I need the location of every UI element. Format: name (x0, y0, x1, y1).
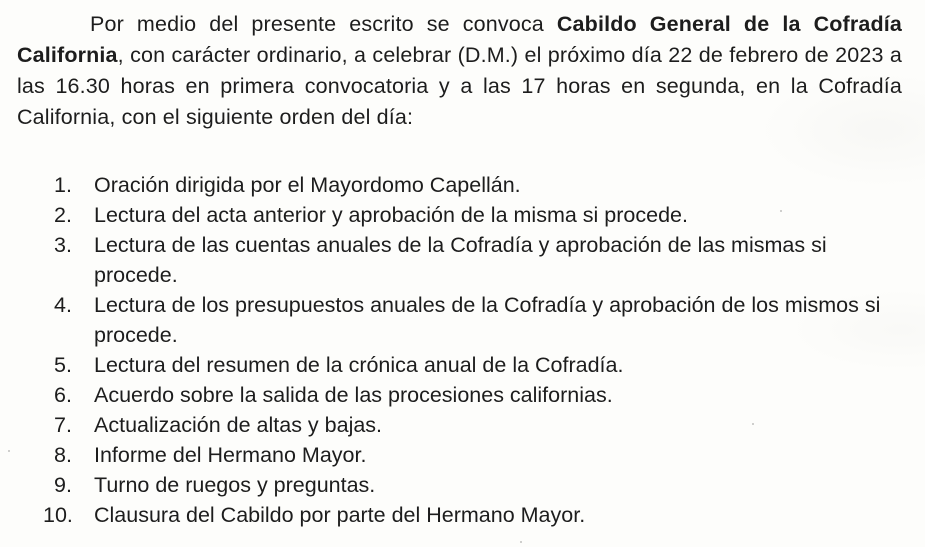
agenda-item-number: 10. (43, 503, 73, 527)
convocation-paragraph (17, 9, 902, 133)
agenda-item-number: 3. (54, 233, 72, 257)
agenda-item-number: 4. (54, 293, 72, 317)
scan-speck (780, 210, 782, 212)
agenda-item-text: Lectura de las cuentas anuales de la Cofradía y aprobación de las mismas si procede. (94, 233, 827, 287)
agenda-item (17, 350, 902, 380)
scan-speck (8, 450, 10, 452)
agenda-item-number: 8. (54, 443, 72, 467)
agenda-item-text: Clausura del Cabildo por parte del Hermano Mayor. (94, 503, 586, 527)
agenda-item-text: Lectura del resumen de la crónica anual de la Cofradía. (94, 353, 624, 377)
intro-rest: , con carácter ordinario, a celebrar (D.M.) el próximo día 22 de febrero de 2023 a las 16.30 horas en primera convocatoria y a las 17 horas en segunda, en la Cofradía California, con el siguiente orden del día: (17, 43, 902, 129)
agenda-list (17, 170, 902, 530)
agenda-item-text: Turno de ruegos y preguntas. (94, 473, 376, 497)
intro-lead: Por medio del presente escrito se convoca (90, 12, 557, 36)
agenda-item-text: Informe del Hermano Mayor. (94, 443, 367, 467)
agenda-item-text: Lectura del acta anterior y aprobación de la misma si procede. (94, 203, 688, 227)
agenda-item-number: 7. (54, 413, 72, 437)
agenda-item-text: Actualización de altas y bajas. (94, 413, 383, 437)
intro-bold-name: Cabildo General de la Cofradía California (17, 12, 902, 67)
agenda-item (17, 290, 902, 350)
agenda-item-number: 5. (54, 353, 72, 377)
agenda-item (17, 500, 902, 530)
scan-speck (520, 541, 522, 543)
agenda-item-text: Lectura de los presupuestos anuales de la Cofradía y aprobación de los mismos si procede. (94, 293, 881, 347)
agenda-item (17, 380, 902, 410)
agenda-item (17, 200, 902, 230)
agenda-item-text: Oración dirigida por el Mayordomo Capellán. (94, 173, 521, 197)
agenda-item-number: 2. (54, 203, 72, 227)
agenda-item (17, 230, 902, 290)
agenda-item-number: 1. (54, 173, 72, 197)
agenda-item (17, 470, 902, 500)
agenda-item (17, 440, 902, 470)
agenda-item-number: 9. (54, 473, 72, 497)
agenda-item (17, 410, 902, 440)
scan-speck (752, 423, 754, 425)
agenda-item-number: 6. (54, 383, 72, 407)
agenda-item (17, 170, 902, 200)
agenda-item-text: Acuerdo sobre la salida de las procesiones californias. (94, 383, 613, 407)
